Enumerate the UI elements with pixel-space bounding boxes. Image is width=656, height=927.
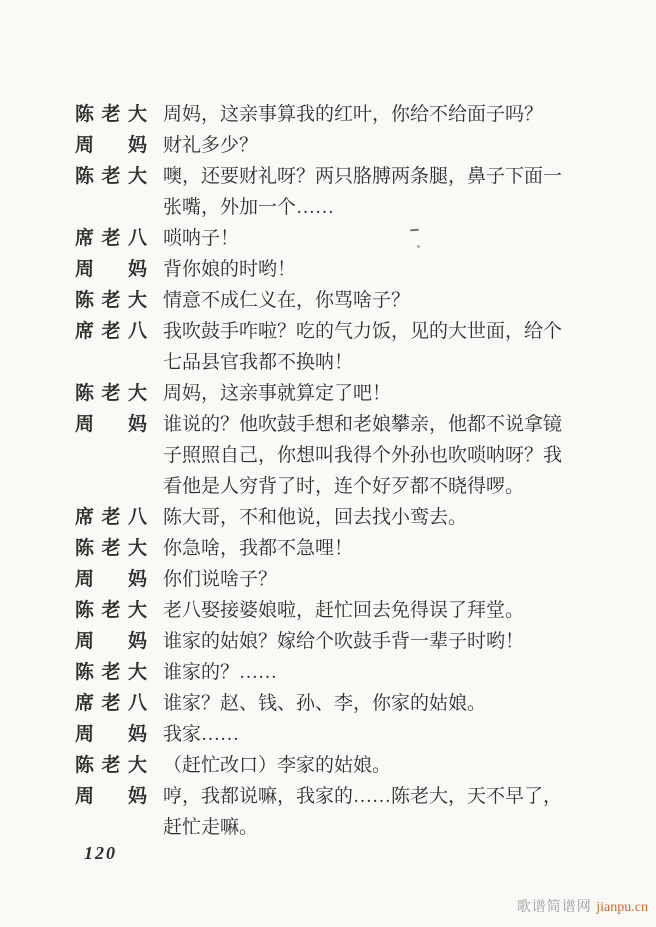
dialogue-line: 谁家？赵、钱、孙、李，你家的姑娘。 [163,693,487,714]
dialogue-line: 陈大哥，不和他说，回去找小鸾去。 [163,507,468,528]
watermark-site-name: 歌谱简谱网 [516,900,592,915]
dialogue-entry [75,502,575,533]
dialogue-line: 看他是人穷背了时，连个好歹都不晓得啰。 [163,476,525,497]
dialogue-line: 谁家的？…… [163,662,278,683]
watermark [517,896,648,916]
speaker-name: 席老八 [75,228,147,249]
speaker-name: 席老八 [75,693,147,714]
dialogue-entry [75,781,575,843]
speaker-name: 陈老大 [75,662,147,683]
dialogue-entry [75,657,575,688]
dialogue-entry [75,316,575,378]
dialogue-line: （赶忙改口）李家的姑娘。 [163,755,392,776]
speaker-name: 陈老大 [75,290,147,311]
dialogue-entry [75,688,575,719]
dialogue-line: 背你娘的时哟！ [163,259,297,280]
dialogue-entry [75,254,575,285]
dialogue-entry [75,595,575,626]
dialogue-entry [75,564,575,595]
dialogue-line: 你们说啥子？ [163,569,278,590]
speaker-name: 席老八 [75,321,147,342]
dialogue-line: 七品县官我都不换呐！ [163,352,354,373]
speaker-name: 席老八 [75,507,147,528]
speaker-name: 陈老大 [75,166,147,187]
dialogue-line: 哼，我都说嘛，我家的……陈老大，天不早了， [163,786,563,807]
dialogue-entry [75,378,575,409]
dialogue-line: 张嘴，外加一个…… [163,197,335,218]
speaker-name: 陈老大 [75,383,147,404]
dialogue-entry [75,750,575,781]
dialogue-line: 老八娶接婆娘啦，赶忙回去免得误了拜堂。 [163,600,525,621]
speaker-name: 周妈 [75,414,147,435]
dialogue-line: 子照照自己，你想叫我得个外孙也吹唢呐呀？我 [163,445,563,466]
dialogue-entry [75,161,575,223]
speaker-name: 陈老大 [75,104,147,125]
dialogue-entry [75,99,575,130]
scan-artifact-dot [417,245,420,248]
watermark-url: jianpu.cn [596,900,648,915]
dialogue-line: 谁说的？他吹鼓手想和老娘攀亲，他都不说拿镜 [163,414,563,435]
speaker-name: 周妈 [75,259,147,280]
dialogue-line: 噢，还要财礼呀？两只胳膊两条腿，鼻子下面一 [163,166,563,187]
speaker-name: 周妈 [75,724,147,745]
dialogue-line: 情意不成仁义在，你骂啥子？ [163,290,411,311]
dialogue-line: 周妈，这亲事算我的红叶，你给不给面子吗？ [163,104,544,125]
dialogue-line: 谁家的姑娘？嫁给个吹鼓手背一辈子时哟！ [163,631,525,652]
speaker-name: 周妈 [75,569,147,590]
dialogue-entry [75,285,575,316]
dialogue-line: 财礼多少？ [163,135,259,156]
script-dialogue [75,99,575,843]
dialogue-entry [75,130,575,161]
speaker-name: 陈老大 [75,600,147,621]
dialogue-line: 我家…… [163,724,240,745]
dialogue-line: 我吹鼓手咋啦？吃的气力饭，见的大世面，给个 [163,321,563,342]
speaker-name: 周妈 [75,786,147,807]
dialogue-line: 唢呐子！ [163,228,240,249]
dialogue-entry [75,626,575,657]
speaker-name: 陈老大 [75,755,147,776]
page-number: 120 [84,843,117,863]
dialogue-entry [75,223,575,254]
dialogue-line: 你急啥，我都不急哩！ [163,538,354,559]
speaker-name: 周妈 [75,135,147,156]
dialogue-line: 周妈，这亲事就算定了吧！ [163,383,392,404]
dialogue-entry [75,719,575,750]
dialogue-line: 赶忙走嘛。 [163,817,259,838]
speaker-name: 陈老大 [75,538,147,559]
dialogue-entry [75,533,575,564]
dialogue-entry [75,409,575,502]
speaker-name: 周妈 [75,631,147,652]
